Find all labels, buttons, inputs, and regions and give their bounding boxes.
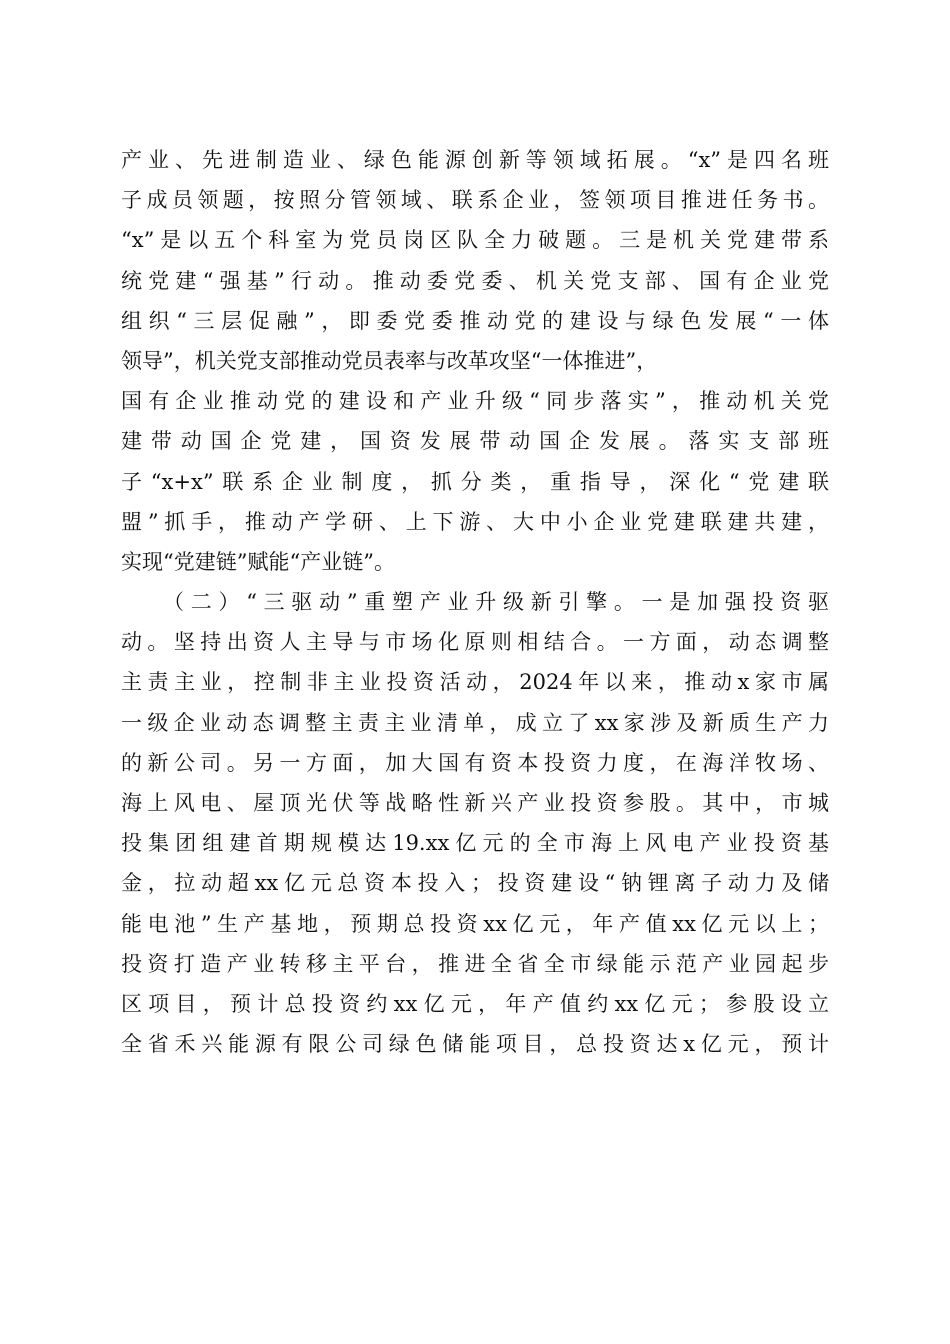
text-line: 海上风电、屋顶光伏等战略性新兴产业投资参股。其中，市城 (121, 791, 829, 815)
text-line: 产业、先进制造业、绿色能源创新等领域拓展。“x”是四名班 (121, 148, 829, 172)
text-line: 金，拉动超xx亿元总资本投入；投资建设“钠锂离子动力及储 (121, 871, 829, 896)
text-line: 区项目，预计总投资约xx亿元，年产值约xx亿元；参股设立 (121, 991, 829, 1016)
text-line: 领导”，机关党支部推动党员表率与改革攻坚“一体推进”， (121, 348, 658, 373)
text-line: 组织“三层促融”，即委党委推动党的建设与绿色发展“一体 (121, 308, 829, 333)
text-line: 实现“党建链”赋能“产业链”。 (121, 549, 395, 574)
text-line: 国有企业推动党的建设和产业升级“同步落实”，推动机关党 (121, 389, 829, 414)
text-line: 统党建“强基”行动。推动委党委、机关党支部、国有企业党 (121, 268, 829, 293)
text-line: 的新公司。另一方面，加大国有资本投资力度，在海洋牧场、 (121, 750, 829, 775)
text-line: 投资打造产业转移主平台，推进全省全市绿能示范产业园起步 (121, 951, 829, 976)
paragraph-heading-line: （二）“三驱动”重塑产业升级新引擎。一是加强投资驱 (163, 590, 829, 615)
text-line: 能电池”生产基地，预期总投资xx亿元，年产值xx亿元以上； (121, 911, 829, 936)
text-line: 投集团组建首期规模达19.xx亿元的全市海上风电产业投资基 (121, 831, 829, 856)
text-line: 盟”抓手，推动产学研、上下游、大中小企业党建联建共建， (121, 509, 829, 534)
text-line: 全省禾兴能源有限公司绿色储能项目，总投资达x亿元，预计 (121, 1032, 829, 1057)
text-line: 主责主业，控制非主业投资活动，2024年以来，推动x家市属 (121, 670, 829, 695)
text-line: 子“x+x”联系企业制度，抓分类，重指导，深化“党建联 (121, 469, 829, 494)
text-line: 一级企业动态调整主责主业清单，成立了xx家涉及新质生产力 (121, 710, 829, 735)
text-line: “x”是以五个科室为党员岗区队全力破题。三是机关党建带系 (121, 228, 829, 253)
text-line: 子成员领题，按照分管领域、联系企业，签领项目推进任务书。 (121, 188, 829, 213)
body-text (121, 140, 829, 1064)
text-line: 动。坚持出资人主导与市场化原则相结合。一方面，动态调整 (121, 630, 829, 655)
text-line: 建带动国企党建，国资发展带动国企发展。落实支部班 (121, 429, 829, 454)
